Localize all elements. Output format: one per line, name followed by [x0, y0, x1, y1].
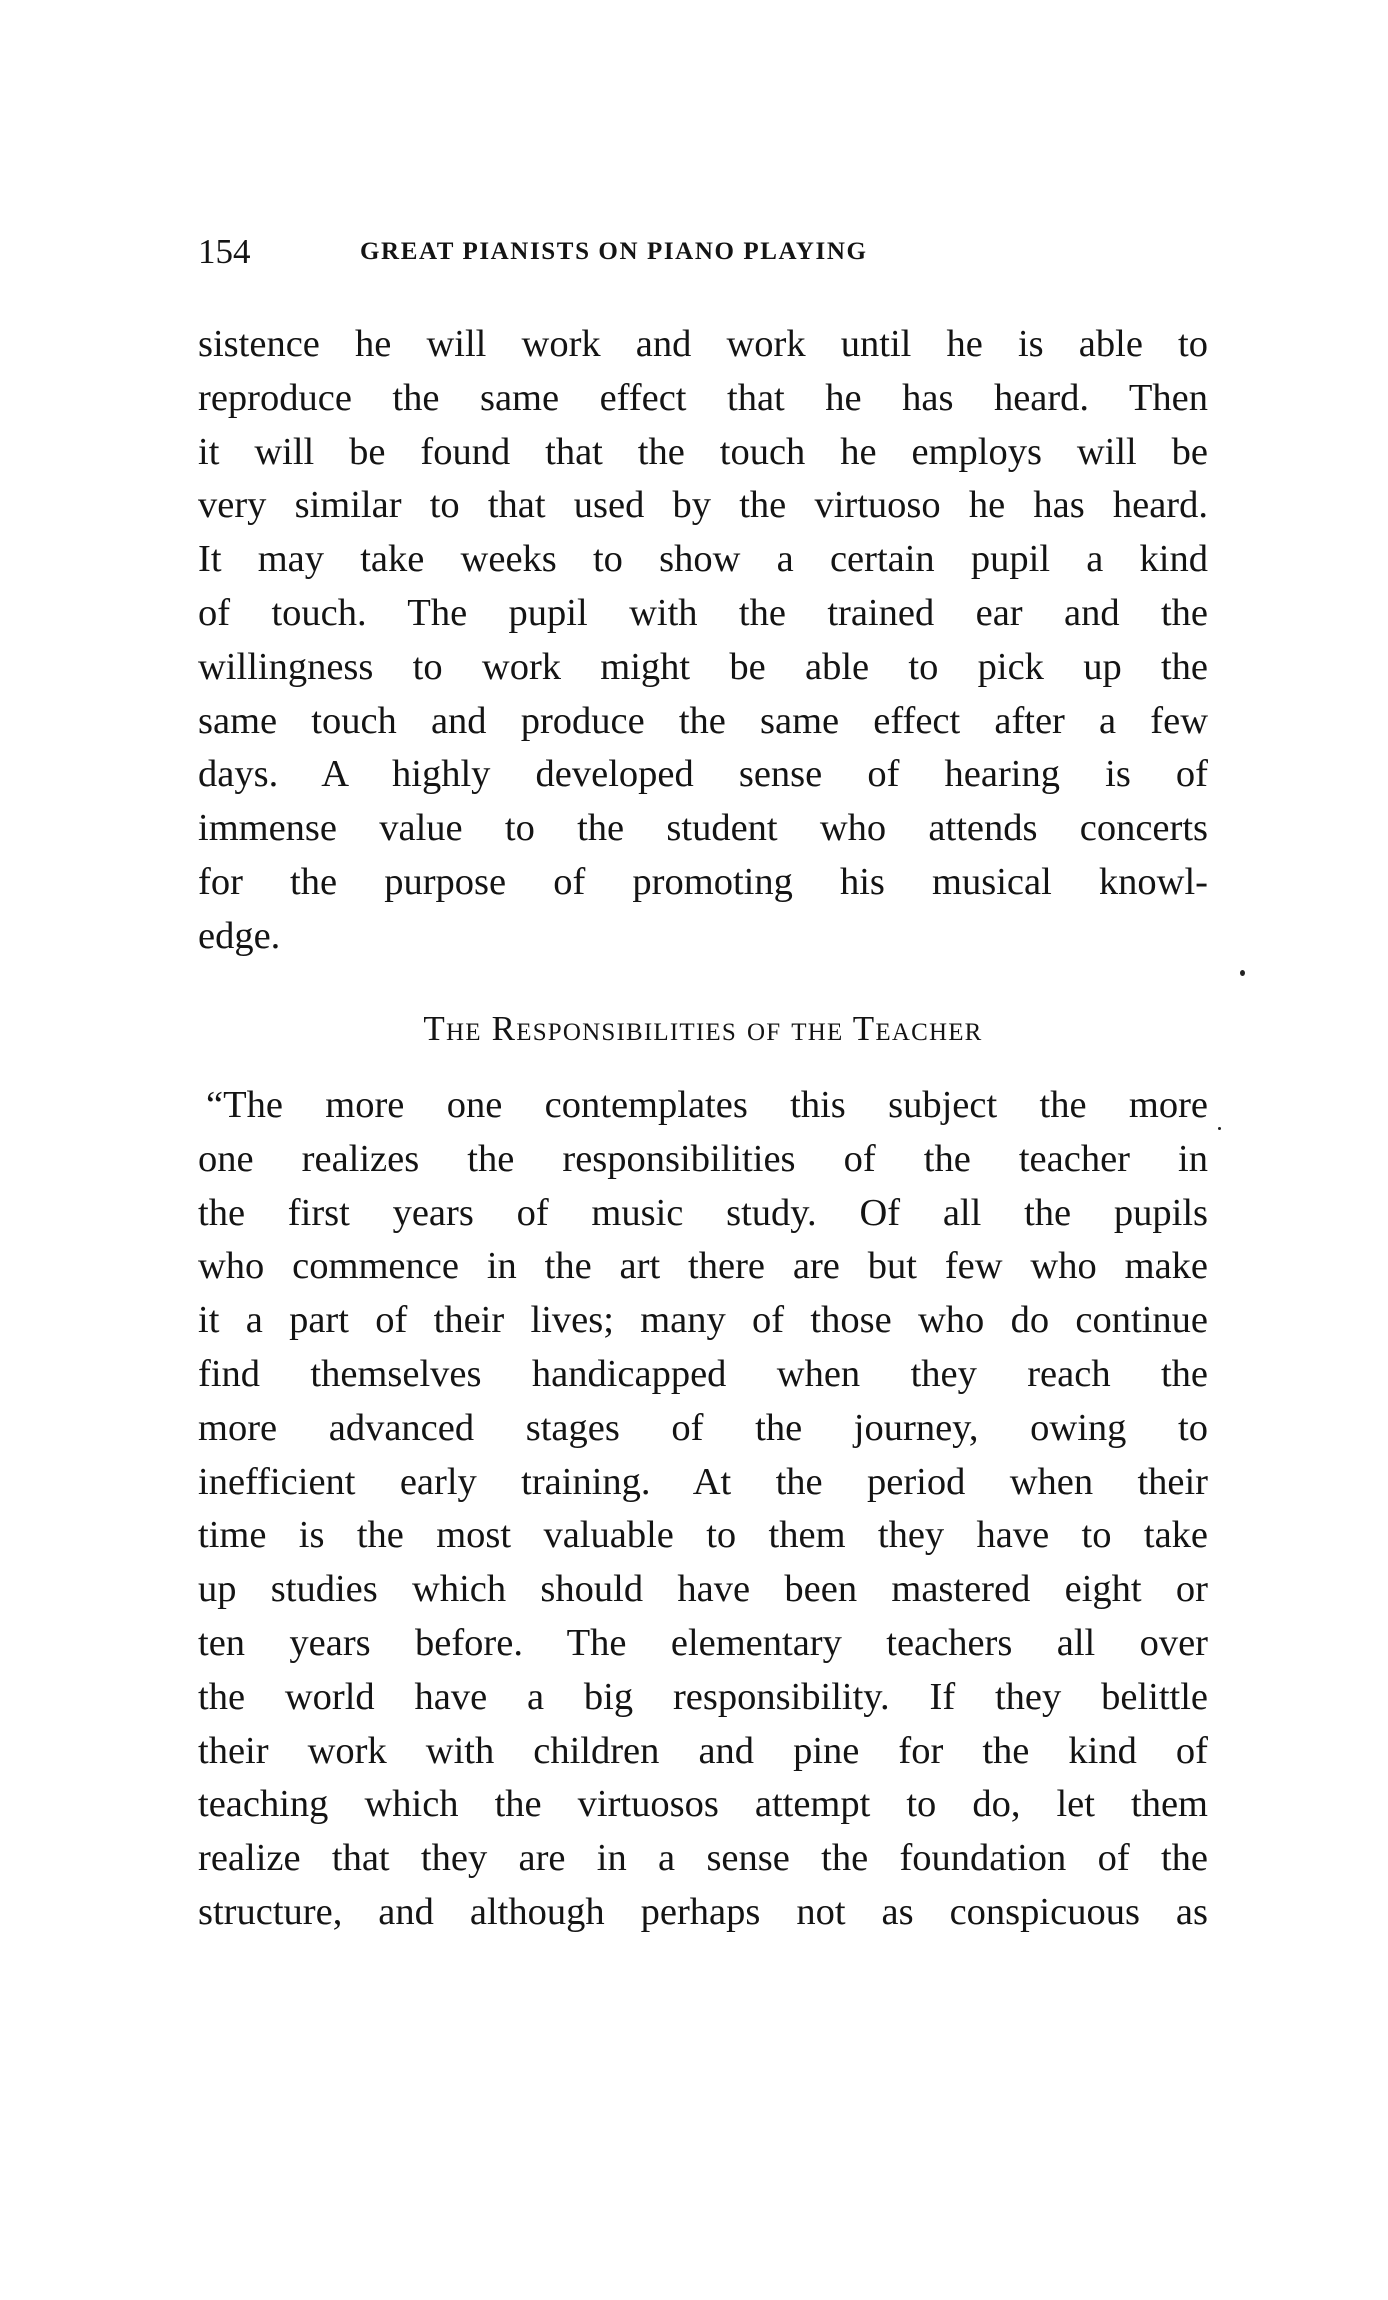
- page-number: 154: [198, 232, 251, 271]
- text-line: the world have a big responsibility. If they belittle: [198, 1675, 1208, 1718]
- text-line: it a part of their lives; many of those who do continue: [198, 1299, 1208, 1342]
- paragraph-1: [198, 318, 1208, 964]
- section-heading: The Responsibilities of the Teacher: [423, 1009, 983, 1048]
- ink-speck: [1218, 1127, 1221, 1130]
- text-line: same touch and produce the same effect after a few: [198, 699, 1208, 742]
- text-line: time is the most valuable to them they have to take: [198, 1514, 1208, 1557]
- text-line: inefficient early training. At the period when their: [198, 1460, 1208, 1503]
- text-line: their work with children and pine for the kind of: [198, 1729, 1208, 1772]
- text-line: “The more one contemplates this subject the more: [206, 1084, 1208, 1126]
- text-line: one realizes the responsibilities of the teacher in: [198, 1137, 1208, 1180]
- text-line: teaching which the virtuosos attempt to do, let them: [198, 1783, 1208, 1826]
- text-line: find themselves handicapped when they reach the: [198, 1352, 1208, 1395]
- text-line: edge.: [198, 914, 281, 957]
- text-line: the first years of music study. Of all the pupils: [198, 1191, 1208, 1234]
- text-line: very similar to that used by the virtuoso he has heard.: [198, 484, 1208, 527]
- paragraph-2: [198, 1079, 1208, 1940]
- text-line: who commence in the art there are but few who make: [198, 1245, 1208, 1288]
- text-line: immense value to the student who attends concerts: [198, 807, 1208, 850]
- text-line: more advanced stages of the journey, owing to: [198, 1406, 1208, 1449]
- text-line: ten years before. The elementary teachers all over: [198, 1621, 1208, 1664]
- text-line: realize that they are in a sense the foundation of the: [198, 1837, 1208, 1880]
- text-line: for the purpose of promoting his musical knowl-: [198, 860, 1208, 903]
- ink-speck: [1240, 970, 1245, 976]
- running-head: [198, 232, 1208, 272]
- text-line: reproduce the same effect that he has heard. Then: [198, 376, 1208, 419]
- text-line: willingness to work might be able to pick up the: [198, 645, 1208, 688]
- text-line: days. A highly developed sense of hearing is of: [198, 753, 1208, 796]
- text-line: sistence he will work and work until he is able to: [198, 323, 1208, 365]
- text-line: it will be found that the touch he employs will be: [198, 430, 1208, 473]
- text-line: of touch. The pupil with the trained ear and the: [198, 591, 1208, 634]
- text-line: It may take weeks to show a certain pupil a kind: [198, 538, 1208, 581]
- text-line: structure, and although perhaps not as conspicuous as: [198, 1890, 1208, 1933]
- text-line: up studies which should have been mastered eight or: [198, 1568, 1208, 1611]
- running-title: GREAT PIANISTS ON PIANO PLAYING: [360, 238, 868, 265]
